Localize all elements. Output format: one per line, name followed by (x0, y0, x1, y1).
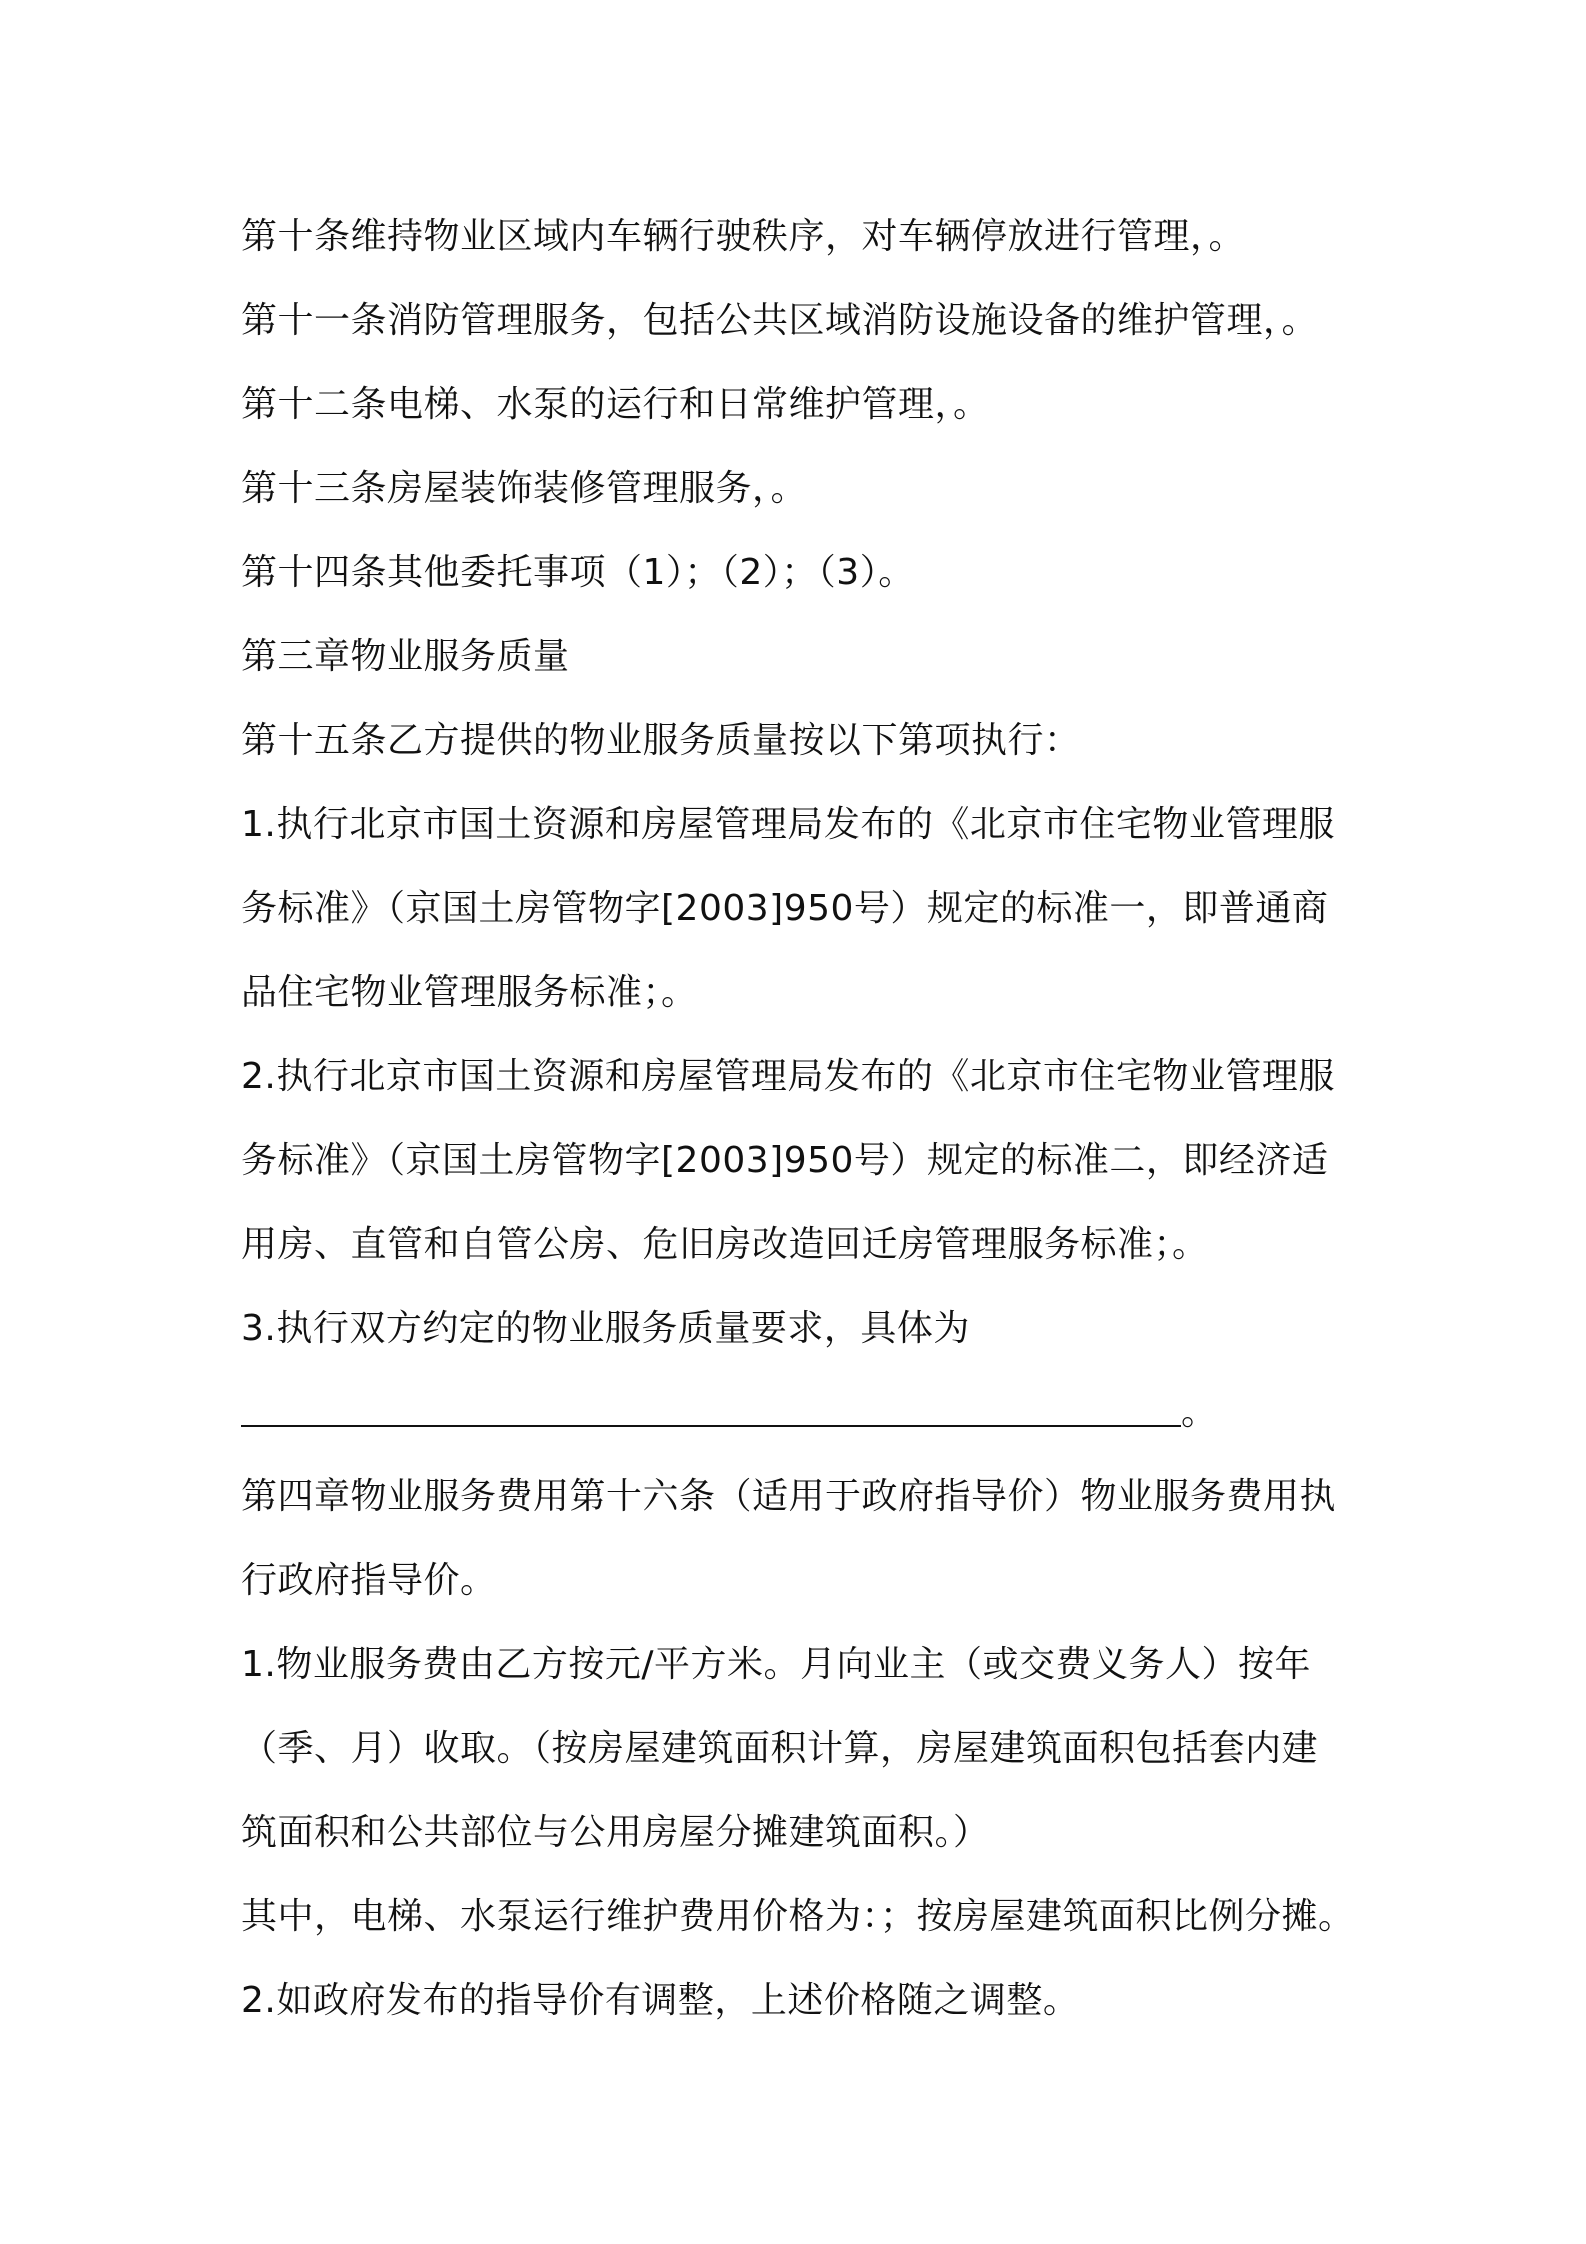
standard-3-line-1: 3.执行双方约定的物业服务质量要求，具体为 (241, 1308, 970, 1349)
article-10: 第十条维持物业区域内车辆行驶秩序，对车辆停放进行管理，。 (241, 216, 1246, 257)
document-body (241, 195, 1361, 2043)
chapter-4-article-16-line-1: 第四章物业服务费用第十六条（适用于政府指导价）物业服务费用执 (241, 1476, 1337, 1517)
article-11: 第十一条消防管理服务，包括公共区域消防设施设备的维护管理，。 (241, 300, 1319, 341)
article-13: 第十三条房屋装饰装修管理服务，。 (241, 468, 808, 509)
fee-clause-2: 2.如政府发布的指导价有调整，上述价格随之调整。 (241, 1980, 1080, 2021)
standard-2-line-2: 务标准》（京国土房管物字[2003]950号）规定的标准二，即经济适 (241, 1140, 1329, 1181)
fee-clause-1-line-1: 1.物业服务费由乙方按元/平方米。月向业主（或交费义务人）按年 (241, 1644, 1311, 1685)
standard-1-line-1: 1.执行北京市国土资源和房屋管理局发布的《北京市住宅物业管理服 (241, 804, 1335, 845)
fill-in-blank-underline (241, 1425, 1181, 1427)
chapter-4-article-16-line-2: 行政府指导价。 (241, 1560, 497, 1601)
standard-2-line-3: 用房、直管和自管公房、危旧房改造回迁房管理服务标准；。 (241, 1224, 1209, 1265)
article-15: 第十五条乙方提供的物业服务质量按以下第项执行： (241, 720, 1081, 761)
fee-clause-1-line-3: 筑面积和公共部位与公用房屋分摊建筑面积。） (241, 1812, 990, 1853)
standard-2-line-1: 2.执行北京市国土资源和房屋管理局发布的《北京市住宅物业管理服 (241, 1056, 1335, 1097)
fill-in-blank-period: 。 (1181, 1392, 1218, 1433)
chapter-3-heading: 第三章物业服务质量 (241, 636, 570, 677)
fee-clause-1-line-2: （季、月）收取。（按房屋建筑面积计算，房屋建筑面积包括套内建 (241, 1728, 1319, 1769)
fill-in-blank-row (241, 1371, 1361, 1455)
elevator-pump-fee-clause: 其中，电梯、水泵运行维护费用价格为：；按房屋建筑面积比例分摊。 (241, 1896, 1355, 1937)
standard-1-line-3: 品住宅物业管理服务标准；。 (241, 972, 698, 1013)
standard-1-line-2: 务标准》（京国土房管物字[2003]950号）规定的标准一，即普通商 (241, 888, 1329, 929)
article-14: 第十四条其他委托事项（1）；（2）；（3）。 (241, 552, 915, 593)
article-12: 第十二条电梯、水泵的运行和日常维护管理，。 (241, 384, 990, 425)
